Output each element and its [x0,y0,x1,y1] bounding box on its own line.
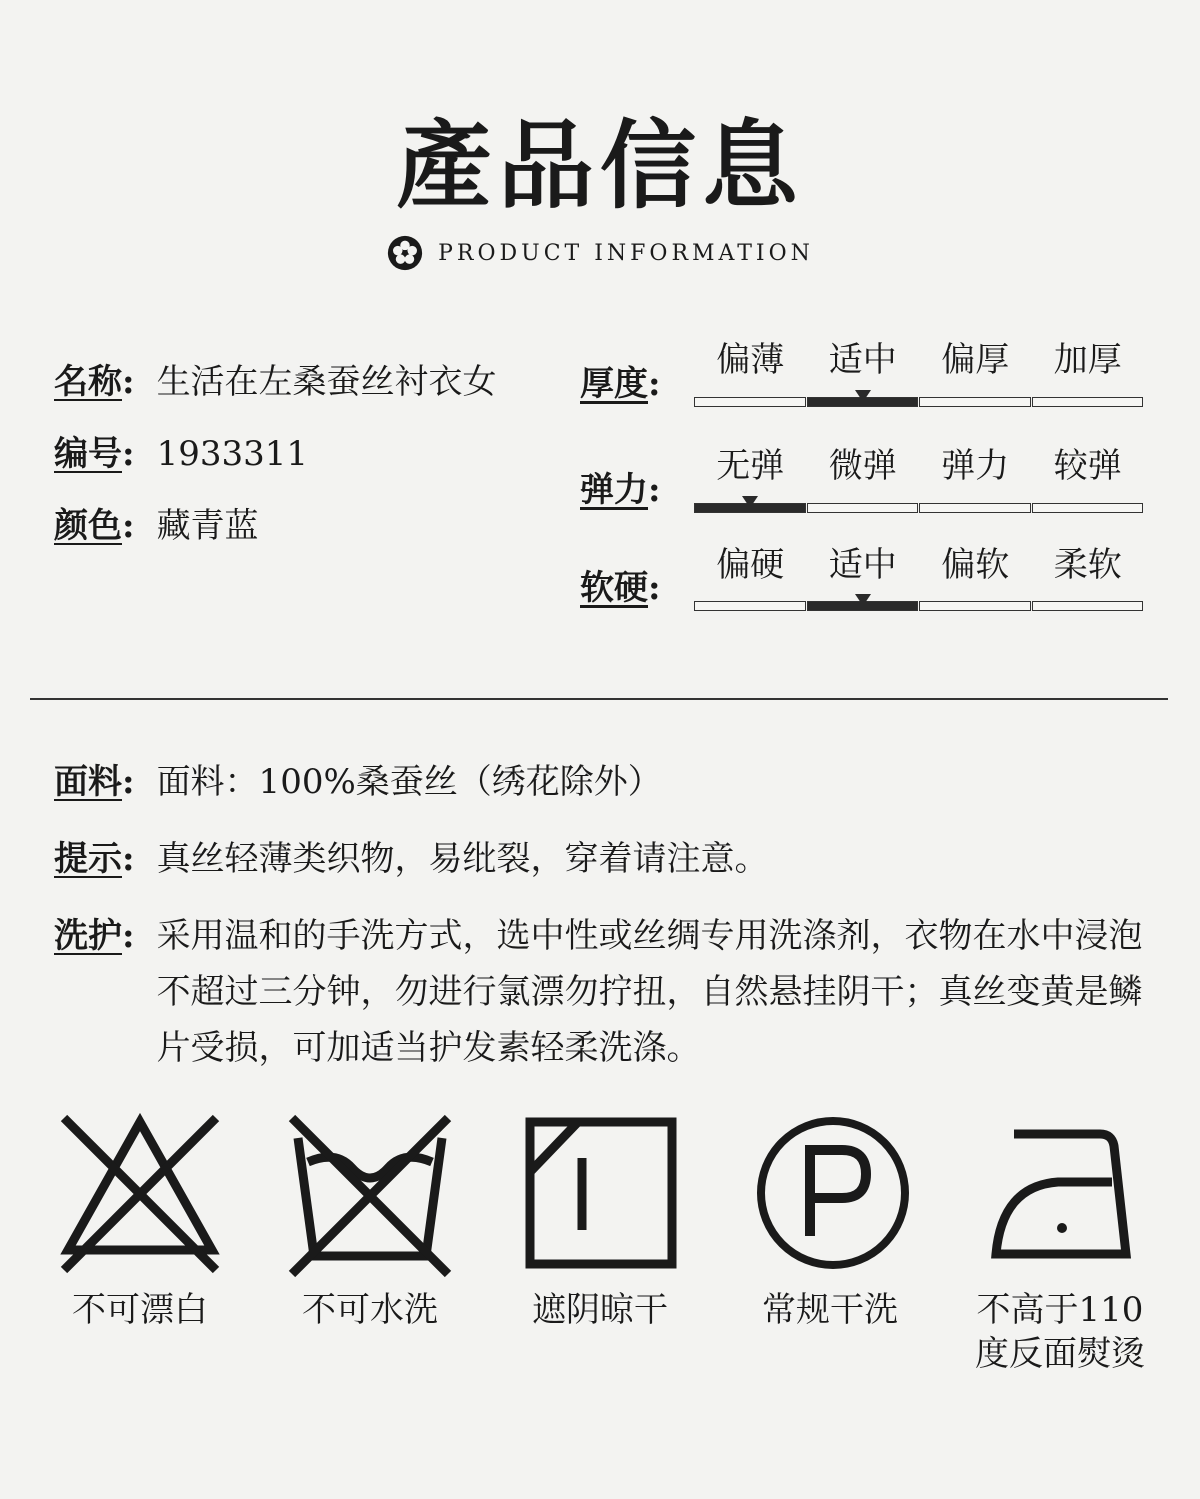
softness-option: 偏硬 [716,545,785,585]
page-subtitle: PRODUCT INFORMATION [438,240,814,266]
care-label: 常规干洗 [762,1290,898,1330]
fabric-row: 面料: 面料：100%桑蚕丝（绣花除外） [54,754,1147,810]
tip-label: 提示 [54,839,122,879]
tip-value: 真丝轻薄类织物，易纰裂，穿着请注意。 [156,839,769,879]
section-divider [30,698,1168,700]
elasticity-options [694,446,1144,486]
thickness-option: 加厚 [1053,340,1122,380]
subtitle-row [0,234,1200,272]
thickness-options [694,340,1144,380]
care-label: 遮阴晾干 [532,1290,668,1330]
elasticity-option: 无弹 [716,446,785,486]
fabric-value: 面料：100%桑蚕丝（绣花除外） [156,762,662,802]
colon: : [122,362,135,402]
info-name-row [54,360,497,404]
thickness-label: 厚度: [580,364,661,404]
fabric-label: 面料 [54,762,122,802]
name-label: 名称 [54,362,122,402]
code-label: 编号 [54,434,122,474]
color-value: 藏青蓝 [156,506,259,546]
wash-label: 洗护 [54,916,122,956]
thickness-marker [855,390,871,402]
tip-row: 提示: 真丝轻薄类织物，易纰裂，穿着请注意。 [54,831,1147,887]
thickness-option: 偏厚 [941,340,1010,380]
info-code-row [54,432,308,476]
no-wash-icon [286,1110,454,1278]
elasticity-label: 弹力: [580,470,661,510]
elasticity-option: 微弹 [828,446,897,486]
color-label: 颜色 [54,506,122,546]
wash-value: 采用温和的手洗方式，选中性或丝绸专用洗涤剂，衣物在水中浸泡不超过三分钟，勿进行氯漂勿拧扭，自然悬挂阴干；真丝变黄是鳞片受损，可加适当护发素轻柔洗涤。 [156,916,1143,1068]
softness-option: 偏软 [941,545,1010,585]
wash-row: 洗护: 采用温和的手洗方式，选中性或丝绸专用洗涤剂，衣物在水中浸泡不超过三分钟，勿进行氯漂勿拧扭，自然悬挂阴干；真丝变黄是鳞片受损，可加适当护发素轻柔洗涤。 [54,908,1147,1076]
elasticity-option: 较弹 [1053,446,1122,486]
care-label: 不可水洗 [302,1290,438,1330]
softness-bar [694,601,1144,611]
softness-option: 适中 [828,545,897,585]
care-label: 不可漂白 [72,1290,208,1330]
iron-low-icon [988,1124,1134,1262]
softness-label: 软硬: [580,568,661,608]
dry-clean-p-icon [754,1114,912,1272]
page-title: 產品信息 [396,109,804,222]
thickness-option: 适中 [828,340,897,380]
thickness-bar [694,397,1144,407]
softness-option: 柔软 [1053,545,1122,585]
code-value: 1933311 [156,434,308,474]
elasticity-bar [694,503,1144,513]
care-label: 不高于110度反面熨烫 [975,1290,1145,1374]
softness-options [694,545,1144,585]
colon: : [122,506,135,546]
elasticity-option: 弹力 [941,446,1010,486]
no-bleach-icon [58,1110,222,1278]
flower-logo-icon [386,234,424,272]
info-color-row [54,504,259,548]
colon: : [122,434,135,474]
elasticity-marker [742,496,758,508]
shade-dry-icon [524,1114,678,1272]
thickness-option: 偏薄 [716,340,785,380]
softness-marker [855,594,871,606]
name-value: 生活在左桑蚕丝衬衣女 [156,362,497,402]
